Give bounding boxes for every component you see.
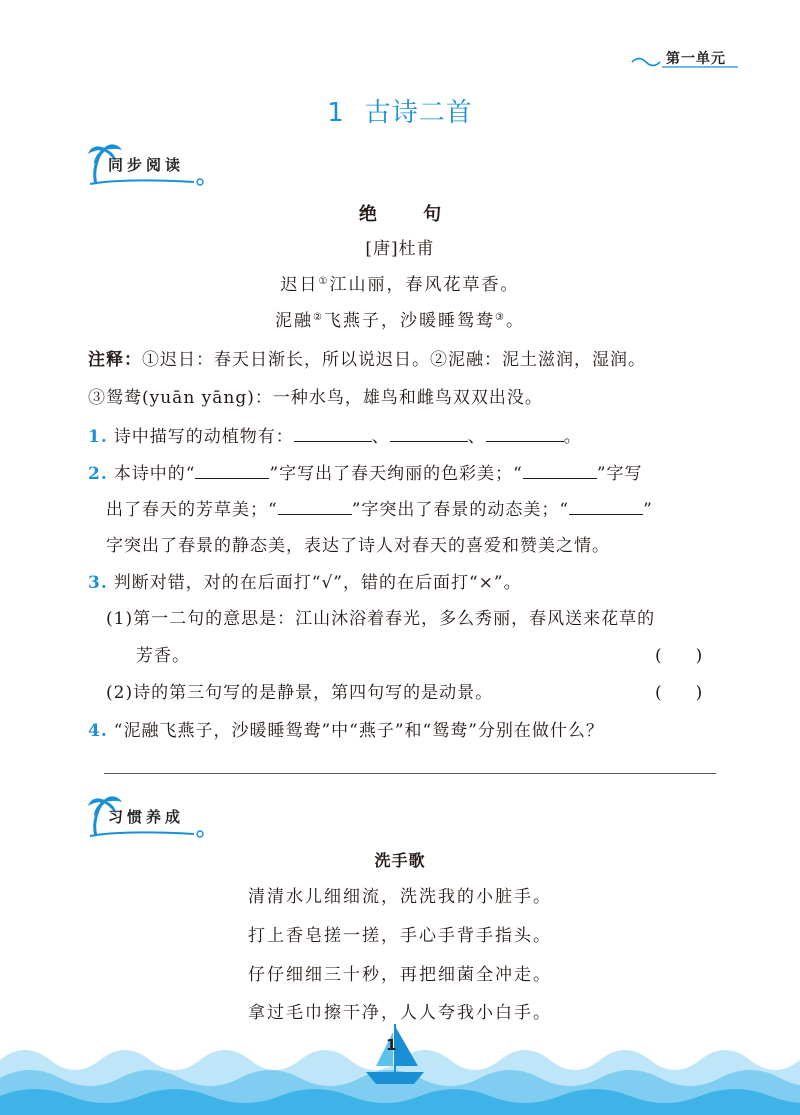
notes-text: ③鸳鸯(yuān yāng)：一种水鸟，雄鸟和雌鸟双双出没。 — [88, 388, 543, 408]
poem-text: 飞燕子，沙暖睡鸳鸯 — [324, 311, 495, 331]
separator: 、 — [467, 427, 486, 447]
question-text: 出了春天的芳草美；“ — [106, 500, 278, 520]
question-text: ”字突出了春景的动态美；“ — [351, 500, 570, 520]
question-number: 1. — [88, 427, 108, 447]
question-text: (2)诗的第三句写的是静景，第四句写的是动景。 — [106, 683, 494, 703]
judgement-item-cont — [136, 641, 190, 666]
question-text: (1)第一二句的意思是：江山沐浴着春光，多么秀丽，春风送来花草的 — [106, 609, 656, 629]
lesson-number: 1 — [327, 98, 345, 128]
section-label: 同步阅读 — [108, 156, 185, 174]
song-title: 洗手歌 — [374, 851, 426, 870]
song-line: 打上香皂搓一搓，手心手背手指头。 — [248, 926, 552, 946]
question-text: ”字写出了春天绚丽的色彩美；“ — [269, 464, 523, 484]
notes-text: ①迟日：春天日渐长，所以说迟日。②泥融：泥土滋润，湿润。 — [142, 350, 646, 370]
question-1 — [88, 422, 582, 447]
separator: 、 — [371, 427, 390, 447]
notes-line — [88, 345, 646, 370]
poem-title: 绝 句 — [358, 204, 462, 225]
answer-blank[interactable] — [569, 500, 643, 515]
section-head-reading — [84, 140, 224, 192]
question-number: 4. — [88, 721, 108, 741]
question-text: 芳香。 — [136, 646, 190, 666]
question-text: 字突出了春景的静态美，表达了诗人对春天的喜爱和赞美之情。 — [106, 536, 610, 556]
question-number: 2. — [88, 464, 108, 484]
question-4 — [88, 716, 604, 741]
question-text: 判断对错，对的在后面打“√”，错的在后面打“×”。 — [113, 573, 522, 593]
lesson-title — [0, 92, 800, 129]
answer-blank[interactable] — [278, 500, 352, 515]
song-line: 拿过毛巾擦干净，人人夸我小白手。 — [248, 1003, 552, 1023]
poem-text: 。 — [505, 311, 525, 331]
question-3 — [88, 568, 522, 593]
question-number: 3. — [88, 573, 108, 593]
poem-line — [0, 270, 800, 295]
poem-line — [0, 306, 800, 331]
question-2-line — [106, 495, 653, 520]
poem-author: [唐]杜甫 — [365, 239, 435, 259]
answer-blank[interactable] — [390, 427, 468, 442]
footer-waves — [0, 1020, 800, 1115]
poem-text: 江山丽，春风花草香。 — [329, 275, 520, 295]
question-2 — [88, 459, 643, 484]
section-label: 习惯养成 — [108, 808, 185, 826]
question-text: 诗中描写的动植物有： — [113, 427, 294, 447]
question-text: ”字写 — [596, 464, 643, 484]
answer-blank[interactable] — [523, 464, 597, 479]
question-text: 。 — [563, 427, 582, 447]
answer-paren[interactable]: ( ) — [655, 683, 703, 703]
question-text: 本诗中的“ — [113, 464, 196, 484]
question-2-line — [106, 531, 610, 556]
poem-text: 泥融 — [275, 311, 314, 331]
song-line: 清清水儿细细流，洗洗我的小脏手。 — [248, 887, 552, 907]
poem-text: 迟日 — [280, 275, 319, 295]
lesson-title-text: 古诗二首 — [364, 98, 473, 128]
unit-label: 第一单元 — [666, 51, 726, 67]
footnote-marker: ② — [313, 312, 324, 323]
judgement-item — [106, 604, 655, 629]
notes-label: 注释： — [88, 350, 142, 370]
judgement-item — [106, 678, 493, 703]
answer-blank[interactable] — [294, 427, 372, 442]
unit-tag — [630, 46, 740, 70]
footnote-marker: ① — [318, 276, 330, 287]
song-line: 仔仔细细三十秒，再把细菌全冲走。 — [248, 965, 552, 985]
answer-paren[interactable]: ( ) — [655, 646, 703, 666]
footnote-marker: ③ — [495, 312, 506, 323]
section-head-habits — [84, 792, 224, 844]
question-text: “泥融飞燕子，沙暖睡鸳鸯”中“燕子”和“鸳鸯”分别在做什么？ — [113, 721, 604, 741]
answer-blank[interactable] — [486, 427, 564, 442]
answer-blank[interactable] — [195, 464, 269, 479]
page-number: 1 — [386, 1036, 397, 1054]
question-text: ” — [643, 500, 653, 520]
divider — [104, 773, 716, 774]
notes-line — [88, 383, 543, 408]
